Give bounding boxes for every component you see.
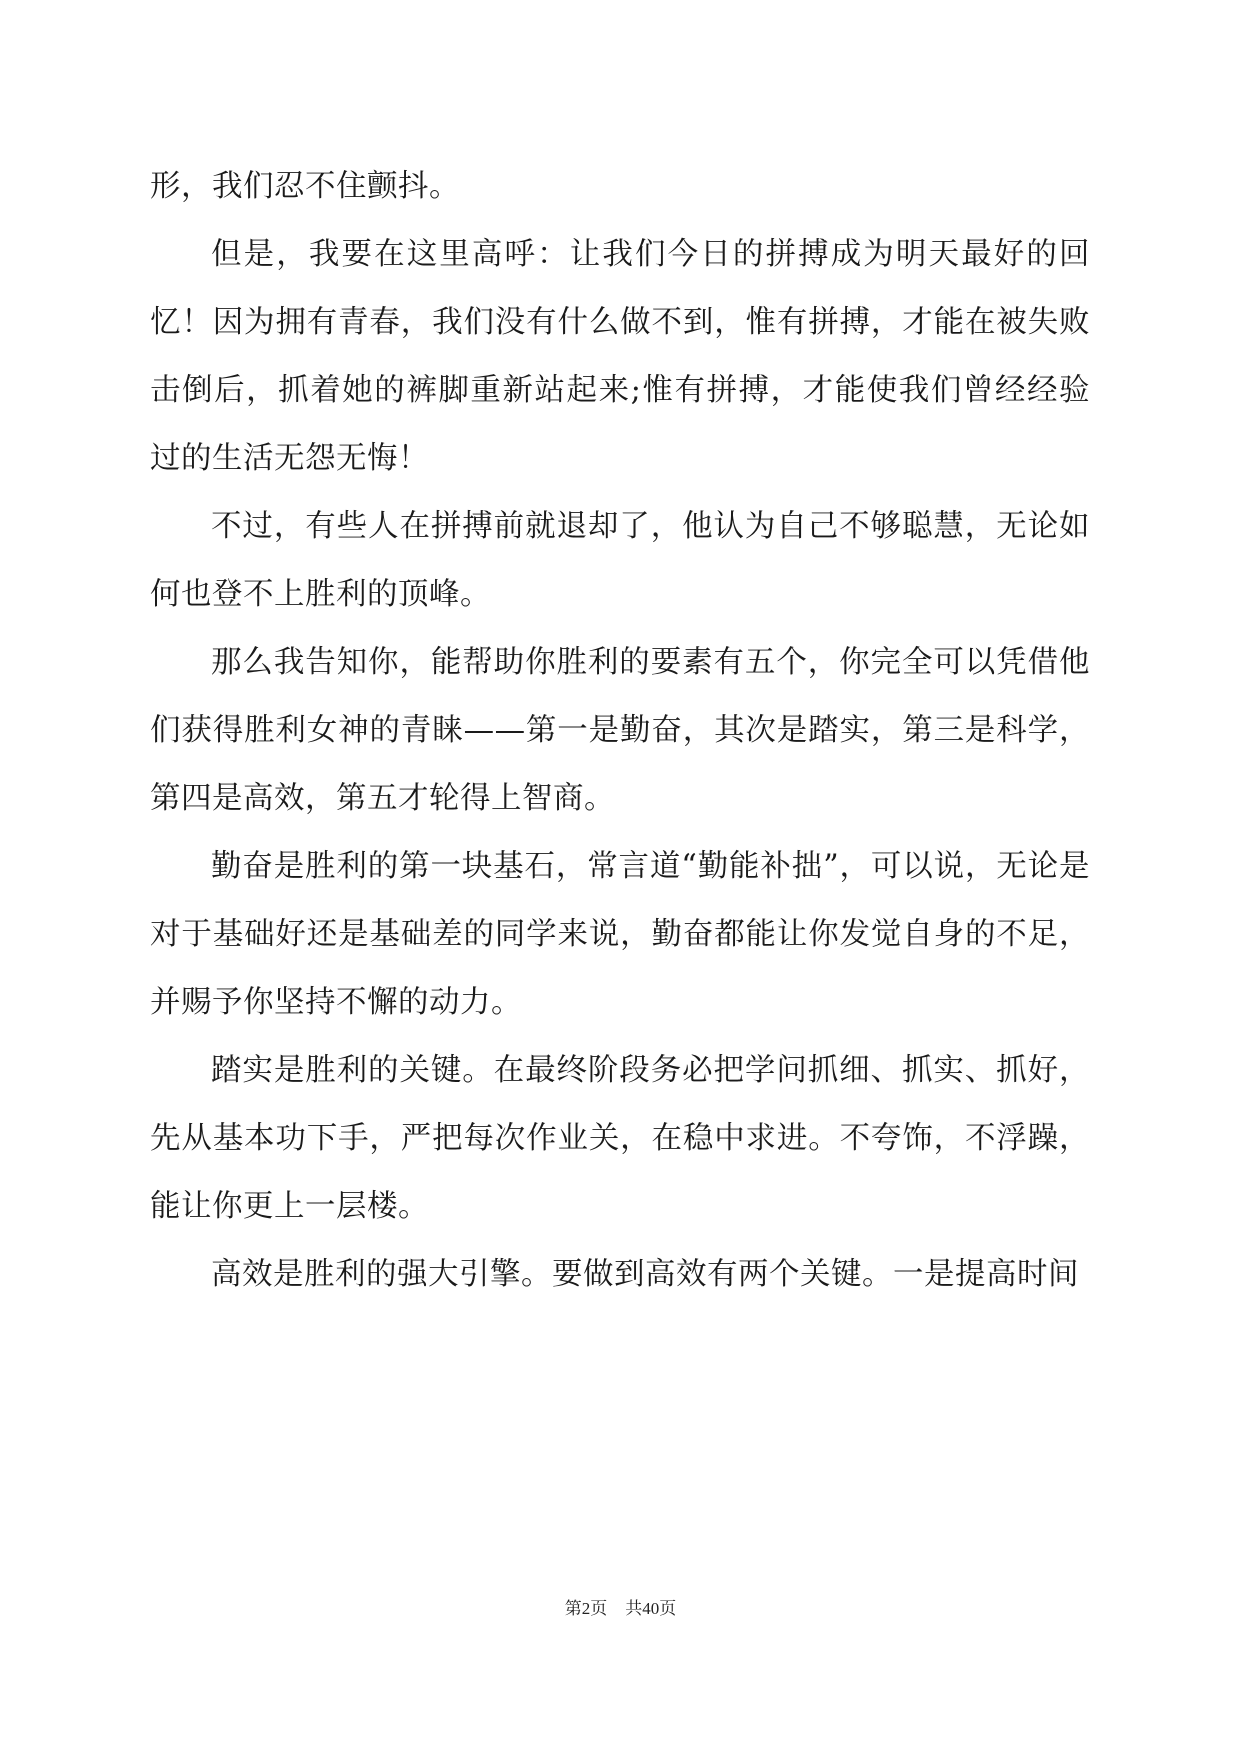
document-body — [150, 153, 1090, 1309]
paragraph: 勤奋是胜利的第一块基石，常言道“勤能补拙”，可以说，无论是对于基础好还是基础差的同学来说，勤奋都能让你发觉自身的不足，并赐予你坚持不懈的动力。 — [150, 849, 1090, 1020]
paragraph: 但是，我要在这里高呼：让我们今日的拼搏成为明天最好的回忆！因为拥有青春，我们没有什么做不到，惟有拼搏，才能在被失败击倒后，抓着她的裤脚重新站起来;惟有拼搏，才能使我们曾经经验过的生活无怨无悔！ — [150, 237, 1090, 476]
paragraph: 踏实是胜利的关键。在最终阶段务必把学问抓细、抓实、抓好，先从基本功下手，严把每次作业关，在稳中求进。不夸饰，不浮躁，能让你更上一层楼。 — [150, 1053, 1090, 1224]
paragraph: 不过，有些人在拼搏前就退却了，他认为自己不够聪慧，无论如何也登不上胜利的顶峰。 — [150, 509, 1090, 612]
paragraph: 高效是胜利的强大引擎。要做到高效有两个关键。一是提高时间 — [211, 1257, 1079, 1292]
paragraph: 那么我告知你，能帮助你胜利的要素有五个，你完全可以凭借他们获得胜利女神的青睐——第一是勤奋，其次是踏实，第三是科学，第四是高效，第五才轮得上智商。 — [150, 645, 1090, 816]
paragraph: 形，我们忍不住颤抖。 — [150, 169, 460, 204]
page-footer — [0, 1597, 1241, 1621]
page-number: 第2页 — [564, 1599, 608, 1618]
page-total: 共40页 — [625, 1599, 677, 1618]
